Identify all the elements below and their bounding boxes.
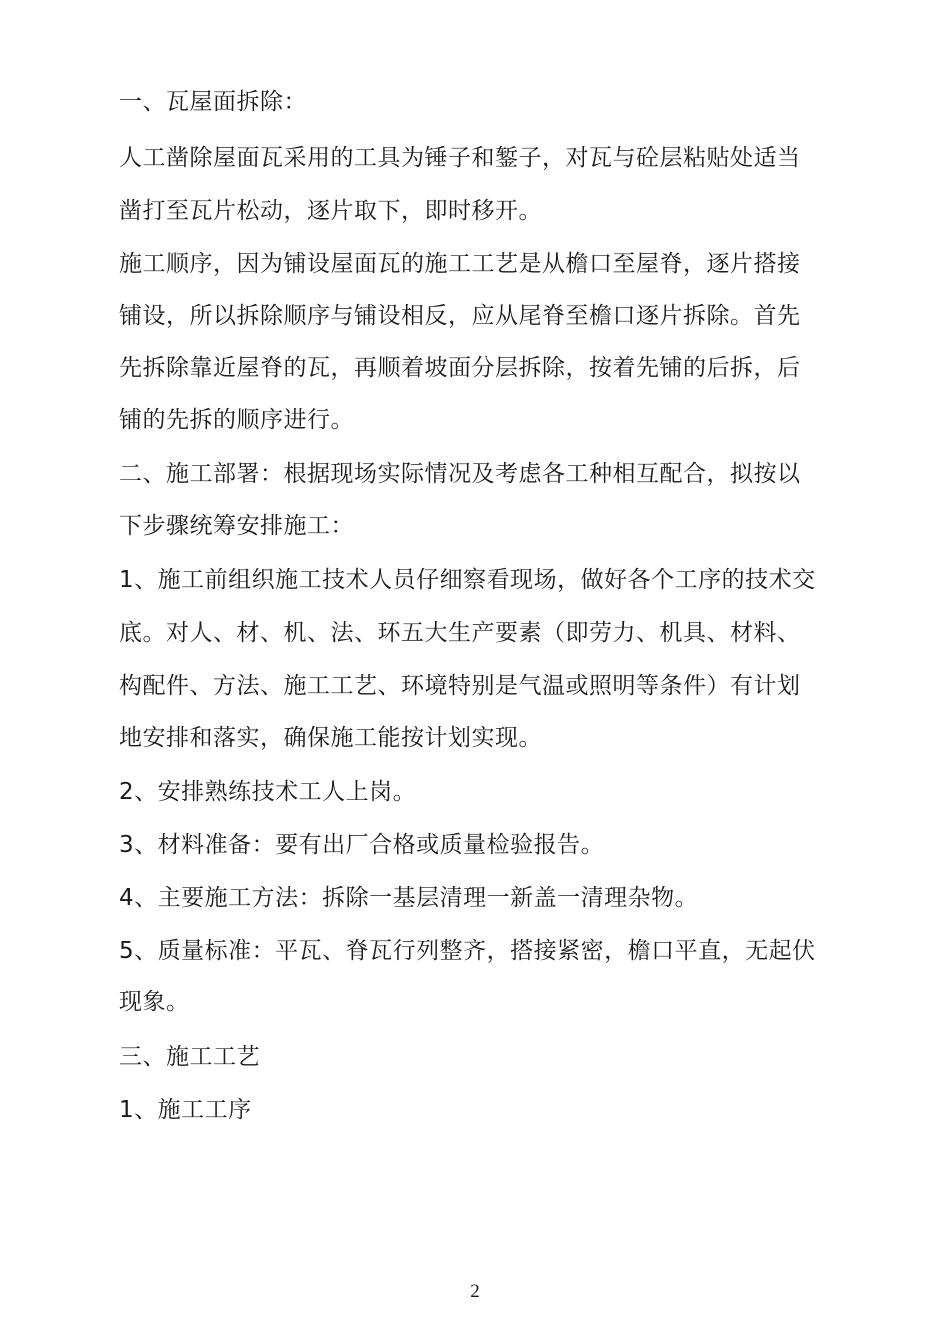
subheading-construction-sequence: 1、施工工序 [119, 1097, 252, 1123]
paragraph-line: 铺设，所以拆除顺序与铺设相反，应从尾脊至檐口逐片拆除。首先 [119, 303, 801, 329]
paragraph-line: 凿打至瓦片松动，逐片取下，即时移开。 [119, 198, 542, 224]
heading-construction-deployment: 二、施工部署：根据现场实际情况及考虑各工种相互配合，拟按以 [119, 461, 801, 487]
paragraph-line: 下步骤统筹安排施工： [119, 513, 354, 539]
paragraph-line: 人工凿除屋面瓦采用的工具为锤子和錾子，对瓦与砼层粘贴处适当 [119, 145, 801, 171]
paragraph-line: 地安排和落实，确保施工能按计划实现。 [119, 725, 542, 751]
paragraph-line: 先拆除靠近屋脊的瓦，再顺着坡面分层拆除，按着先铺的后拆，后 [119, 355, 801, 381]
paragraph-line: 底。对人、材、机、法、环五大生产要素（即劳力、机具、材料、 [119, 620, 801, 646]
paragraph-line: 现象。 [119, 989, 190, 1015]
paragraph-line: 施工顺序，因为铺设屋面瓦的施工工艺是从檐口至屋脊，逐片搭接 [119, 251, 801, 277]
list-item-3: 3、材料准备：要有出厂合格或质量检验报告。 [119, 832, 605, 858]
paragraph-line: 铺的先拆的顺序进行。 [119, 407, 354, 433]
heading-roof-tile-removal: 一、瓦屋面拆除： [119, 89, 307, 115]
page-number: 2 [470, 1281, 480, 1302]
paragraph-line: 构配件、方法、施工工艺、环境特别是气温或照明等条件）有计划 [119, 673, 801, 699]
heading-construction-process: 三、施工工艺 [119, 1044, 260, 1070]
list-item-4: 4、主要施工方法：拆除一基层清理一新盖一清理杂物。 [119, 885, 699, 911]
list-item-5: 5、质量标准：平瓦、脊瓦行列整齐，搭接紧密，檐口平直，无起伏 [119, 938, 816, 964]
list-item-1: 1、施工前组织施工技术人员仔细察看现场，做好各个工序的技术交 [119, 567, 816, 593]
list-item-2: 2、安排熟练技术工人上岗。 [119, 779, 417, 805]
